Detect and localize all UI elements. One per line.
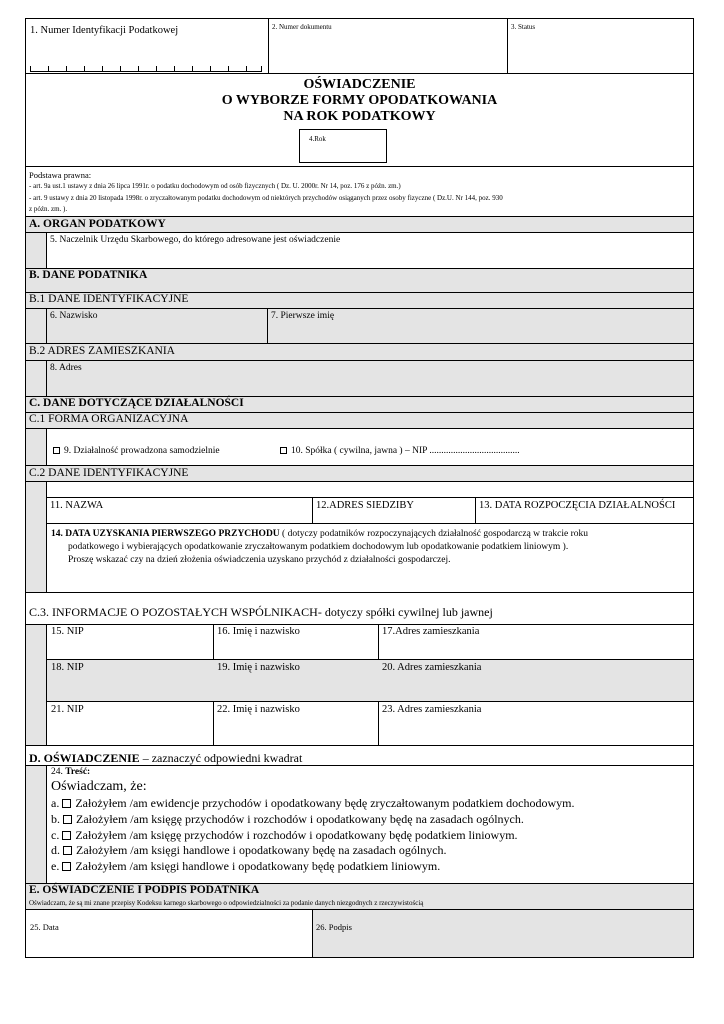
surname-input[interactable] <box>47 309 267 343</box>
checkbox-icon <box>63 846 72 855</box>
section-a-heading: A. ORGAN PODATKOWY <box>29 218 166 230</box>
divider <box>26 745 693 746</box>
declaration-intro: Oświadczam, że: <box>51 779 147 794</box>
option-a-checkbox[interactable]: a. Założyłem /am ewidencje przychodów i opodatkowany będę zryczałtowanym podatkiem dochodowym. <box>51 796 575 810</box>
field-14-line: podatkowego i wybierających opodatkowanie zryczałtowanym podatkiem dochodowym lub opodatkowanie podatkiem liniowym ). <box>68 542 569 552</box>
field-26-label: 26. Podpis <box>316 922 352 932</box>
checkbox-icon <box>62 799 71 808</box>
checkbox-icon <box>62 862 71 871</box>
field-5-label: 5. Naczelnik Urzędu Skarbowego, do którego adresowane jest oświadczenie <box>50 235 341 245</box>
section-e-heading: E. OŚWIADCZENIE I PODPIS PODATNIKA <box>29 884 260 896</box>
field-14-label: 14. DATA UZYSKANIA PIERWSZEGO PRZYCHODU ( dotyczy podatników rozpoczynających działalność gospodarczą w trakcie roku <box>51 529 589 539</box>
field-23-label: 23. Adres zamieszkania <box>382 704 482 715</box>
checkbox-icon <box>280 447 287 454</box>
page-title: OŚWIADCZENIE <box>303 77 416 92</box>
option-9-label: 9. Działalność prowadzona samodzielnie <box>64 446 220 456</box>
partner-address-input[interactable] <box>379 625 693 659</box>
option-c-checkbox[interactable]: c. Założyłem /am księgę przychodów i rozchodów i opodatkowany będę podatkiem liniowym. <box>51 828 518 842</box>
field-8-label: 8. Adres <box>50 363 82 373</box>
partner-name-input[interactable] <box>214 625 378 659</box>
doc-number-label: 2. Numer dokumentu <box>272 23 332 31</box>
partner-name-input[interactable] <box>214 702 378 745</box>
field-25-label: 25. Data <box>30 922 59 932</box>
year-label: 4.Rok <box>309 135 326 143</box>
partner-nip-input[interactable] <box>47 625 213 659</box>
section-d-heading: D. OŚWIADCZENIE – zaznaczyć odpowiedni kwadrat <box>29 751 303 765</box>
statement-text: Oświadczam, że są mi znane przepisy Kodeksu karnego skarbowego o odpowiedzialności za podanie danych niezgodnych z rzeczywistością <box>29 899 424 907</box>
field-15-label: 15. NIP <box>51 626 84 637</box>
partner-address-input[interactable] <box>379 660 693 701</box>
partner-address-input[interactable] <box>379 702 693 745</box>
checkbox-icon <box>63 815 72 824</box>
field-12-label: 12.ADRES SIEDZIBY <box>316 500 415 511</box>
option-9-checkbox[interactable] <box>53 446 220 456</box>
divider <box>26 73 693 74</box>
first-name-input[interactable] <box>268 309 693 343</box>
legal-basis-line: - art. 9 ustawy z dnia 20 listopada 1998r. o zryczałtowanym podatku dochodowym od niektórych przychodów osiąganych przez osoby fizyczne ( Dz.U. Nr 144, poz. 930 <box>29 194 503 202</box>
option-10-checkbox[interactable] <box>280 446 520 456</box>
section-b-heading: B. DANE PODATNIKA <box>29 269 148 281</box>
divider <box>46 765 47 883</box>
tax-form <box>25 18 694 958</box>
field-16-label: 16. Imię i nazwisko <box>217 626 300 637</box>
page-title-line2: O WYBORZE FORMY OPODATKOWANIA <box>221 93 498 108</box>
section-b2-heading: B.2 ADRES ZAMIESZKANIA <box>29 345 175 357</box>
section-b1-heading: B.1 DANE IDENTYFIKACYJNE <box>29 293 189 305</box>
tax-office-input[interactable] <box>47 233 693 268</box>
field-18-label: 18. NIP <box>51 662 84 673</box>
divider <box>268 19 269 73</box>
field-11-label: 11. NAZWA <box>50 500 104 511</box>
field-6-label: 6. Nazwisko <box>50 311 98 321</box>
date-input[interactable] <box>26 910 312 957</box>
field-13-label: 13. DATA ROZPOCZĘCIA DZIAŁALNOŚCI <box>479 500 676 511</box>
nip-label: 1. Numer Identyfikacji Podatkowej <box>30 25 179 36</box>
field-7-label: 7. Pierwsze imię <box>271 311 335 321</box>
option-b-checkbox[interactable]: b. Założyłem /am księgę przychodów i rozchodów i opodatkowany będę na zasadach ogólnych. <box>51 812 524 826</box>
field-20-label: 20. Adres zamieszkania <box>382 662 482 673</box>
page-title-line3: NA ROK PODATKOWY <box>283 109 436 124</box>
option-e-checkbox[interactable]: e. Założyłem /am księgi handlowe i opodatkowany będę podatkiem liniowym. <box>51 859 441 873</box>
divider <box>26 166 693 167</box>
partner-nip-input[interactable] <box>47 702 213 745</box>
status-label: 3. Status <box>511 23 536 31</box>
checkbox-icon <box>62 831 71 840</box>
legal-basis-line: - art. 9a ust.1 ustawy z dnia 26 lipca 1991r. o podatku dochodowym od osób fizycznych ( Dz. U. 2000r. Nr 14, poz. 176 z późn. zm.) <box>29 182 401 190</box>
field-19-label: 19. Imię i nazwisko <box>217 662 300 673</box>
field-21-label: 21. NIP <box>51 704 84 715</box>
section-c-heading: C. DANE DOTYCZĄCE DZIAŁALNOŚCI <box>29 397 244 409</box>
field-22-label: 22. Imię i nazwisko <box>217 704 300 715</box>
checkbox-icon <box>53 447 60 454</box>
divider <box>46 428 47 465</box>
divider <box>26 481 693 482</box>
signature-input[interactable] <box>313 910 693 957</box>
nip-input[interactable] <box>30 64 262 72</box>
status-input[interactable] <box>511 33 689 71</box>
section-c2-heading: C.2 DANE IDENTYFIKACYJNE <box>29 467 189 479</box>
divider <box>507 19 508 73</box>
first-revenue-date-input[interactable] <box>47 569 693 591</box>
divider <box>26 765 693 766</box>
year-input[interactable] <box>299 129 387 163</box>
section-c3-heading: C.3. INFORMACJE O POZOSTAŁYCH WSPÓLNIKACH- dotyczy spółki cywilnej lub jawnej <box>29 605 493 619</box>
partner-nip-input[interactable] <box>47 660 213 701</box>
partner-name-input[interactable] <box>214 660 378 701</box>
legal-basis-line: z późn. zm. ). <box>29 205 68 213</box>
option-d-checkbox[interactable]: d. Założyłem /am księgi handlowe i opodatkowany będę na zasadach ogólnych. <box>51 843 447 857</box>
section-c1-heading: C.1 FORMA ORGANIZACYJNA <box>29 413 189 425</box>
field-14-line: Proszę wskazać czy na dzień złożenia oświadczenia uzyskano przychód z działalności gospodarczej. <box>68 555 451 565</box>
field-17-label: 17.Adres zamieszkania <box>382 626 480 637</box>
field-24-label: 24. Treść: <box>51 767 91 777</box>
divider <box>26 428 693 429</box>
business-name-input[interactable] <box>47 498 312 523</box>
divider <box>46 523 693 524</box>
option-10-label: 10. Spółka ( cywilna, jawna ) – NIP ...................................... <box>291 446 520 456</box>
divider <box>26 592 693 593</box>
start-date-input[interactable] <box>476 498 693 523</box>
legal-basis-heading: Podstawa prawna: <box>29 170 92 180</box>
address-input[interactable] <box>47 361 693 396</box>
seat-address-input[interactable] <box>313 498 475 523</box>
doc-number-input[interactable] <box>272 33 502 71</box>
